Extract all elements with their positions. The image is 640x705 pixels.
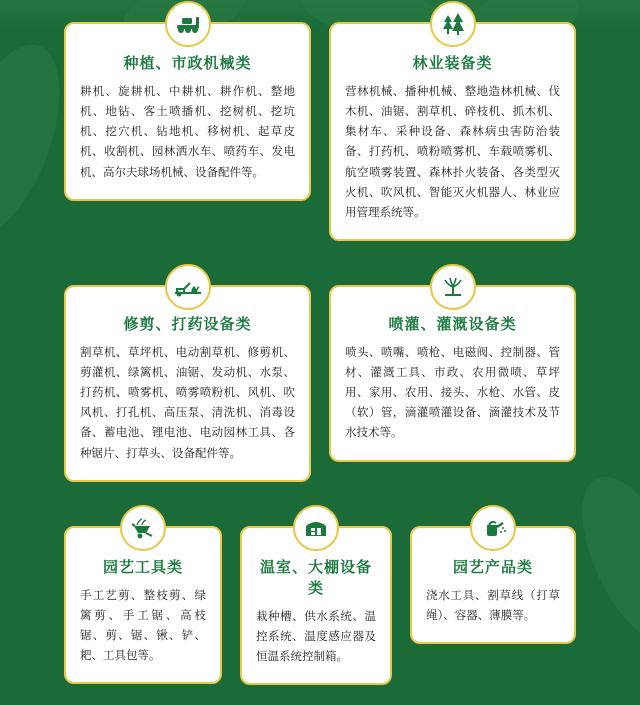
category-card[interactable]: [64, 22, 311, 201]
card-body: 手工艺剪、整枝剪、绿篱剪、手工锯、高枝锯、剪、锯、锹、铲、耙、工具包等。: [80, 589, 206, 662]
card-title: 喷灌、灌溉设备类: [388, 315, 517, 333]
sprinkler-icon: [430, 264, 476, 310]
category-card[interactable]: [240, 526, 392, 685]
category-card[interactable]: [329, 285, 576, 462]
card-body: 浇水工具、割草线（打草绳）、容器、薄膜等。: [426, 589, 560, 622]
category-card[interactable]: [64, 285, 311, 482]
card-title: 种植、市政机械类: [123, 55, 252, 72]
card-title: 修剪、打药设备类: [123, 315, 252, 333]
card-body: 喷头、喷嘴、喷枪、电磁阀、控制器、管材、灌溉工具、市政、农用微喷、草坪用、家用、农用、接头、水枪、水管、皮（软）管，滴灌喷灌设备、滴灌技术及节水技术等。: [345, 346, 560, 440]
category-card[interactable]: [64, 526, 222, 685]
card-row: [64, 22, 576, 241]
card-title: 园艺工具类: [102, 558, 183, 576]
card-body: 割草机、草坪机、电动割草机、修剪机、剪灌机、绿篱机、油锯、发动机、水泵、打药机、喷雾机、喷雾喷粉机、风机、吹风机、打孔机、高压泵、清洗机、消毒设备、蓄电池、锂电池、电动园林工具、各种锯片、打草头、设备配件等。: [80, 346, 295, 460]
card-title: 林业装备类: [412, 55, 493, 72]
card-row: [64, 526, 576, 685]
card-body: 栽种槽、供水系统、温控系统、温度感应器及恒温系统控制箱。: [256, 610, 376, 663]
pine-tree-icon: [430, 1, 476, 47]
card-title: 园艺产品类: [452, 558, 533, 576]
card-body: 耕机、旋耕机、中耕机、耕作机、整地机、地钻、客土喷播机、挖树机、挖坑机、挖穴机、钻地机、移树机、起草皮机、收割机、园林洒水车、喷药车、发电机、高尔夫球场机械、设备配件等。: [80, 86, 295, 179]
wheelbarrow-icon: [120, 505, 166, 551]
card-row: [64, 285, 576, 482]
card-title: 温室、大棚设备类: [259, 558, 372, 597]
bulldozer-icon: [165, 1, 211, 47]
category-card[interactable]: [329, 22, 576, 241]
watering-can-icon: [470, 505, 516, 551]
lawn-mower-icon: [165, 264, 211, 310]
greenhouse-icon: [293, 505, 339, 551]
category-card[interactable]: [410, 526, 576, 644]
card-body: 营林机械、播种机械、整地造林机械、伐木机、油锯、割草机、碎枝机、抓木机、集材车、采种设备、森林病虫害防治装备、打药机、喷粉喷雾机、车载喷雾机、航空喷雾装置、森林扑火装备、各类型灭火机、吹风机、智能灭火机器人、林业应用管理系统等。: [345, 86, 560, 219]
